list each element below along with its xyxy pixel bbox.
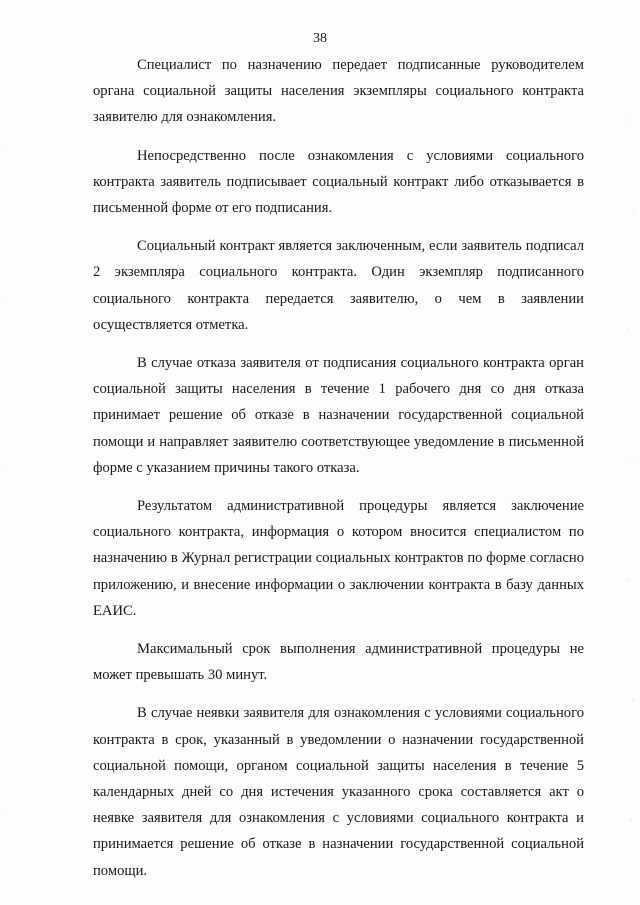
paragraph-5: Результатом административной процедуры является заключение социального контракта, информация о котором вносится специалистом по назначению в Журнал регистрации социальных контрактов по форме согласно приложению, и внесение информации о заключении контракта в базу данных ЕАИС.	[93, 498, 584, 619]
paragraph-7: В случае неявки заявителя для ознакомления с условиями социального контракта в срок, указанный в уведомлении о назначении государственной социальной помощи, органом социальной защиты населения в течение 5 календарных дней со дня истечения указанного срока составляется акт о неявке заявителя для ознакомления с условиями социального контракта и принимается решение об отказе в назначении государственной социальной помощи.	[93, 705, 584, 879]
page-number: 38	[313, 31, 327, 46]
paragraph-3: Социальный контракт является заключенным, если заявитель подписал 2 экземпляра социального контракта. Один экземпляр подписанного социального контракта передается заявителю, о чем в заявлении осуществляется отметка.	[93, 238, 584, 333]
document-body	[93, 52, 584, 884]
paragraph-6: Максимальный срок выполнения административной процедуры не может превышать 30 минут.	[93, 641, 584, 684]
paragraph-2: Непосредственно после ознакомления с условиями социального контракта заявитель подписывает социальный контракт либо отказывается в письменной форме от его подписания.	[93, 147, 584, 217]
paragraph-1: Специалист по назначению передает подписанные руководителем органа социальной защиты населения экземпляры социального контракта заявителю для ознакомления.	[93, 57, 584, 126]
paragraph-4: В случае отказа заявителя от подписания социального контракта орган социальной защиты населения в течение 1 рабочего дня со дня отказа принимает решение об отказе в назначении государственной социальной помощи и направляет заявителю соответствующее уведомление в письменной форме с указанием причины такого отказа.	[93, 355, 584, 476]
scan-noise-right	[620, 0, 640, 905]
scan-noise-left	[0, 0, 10, 905]
